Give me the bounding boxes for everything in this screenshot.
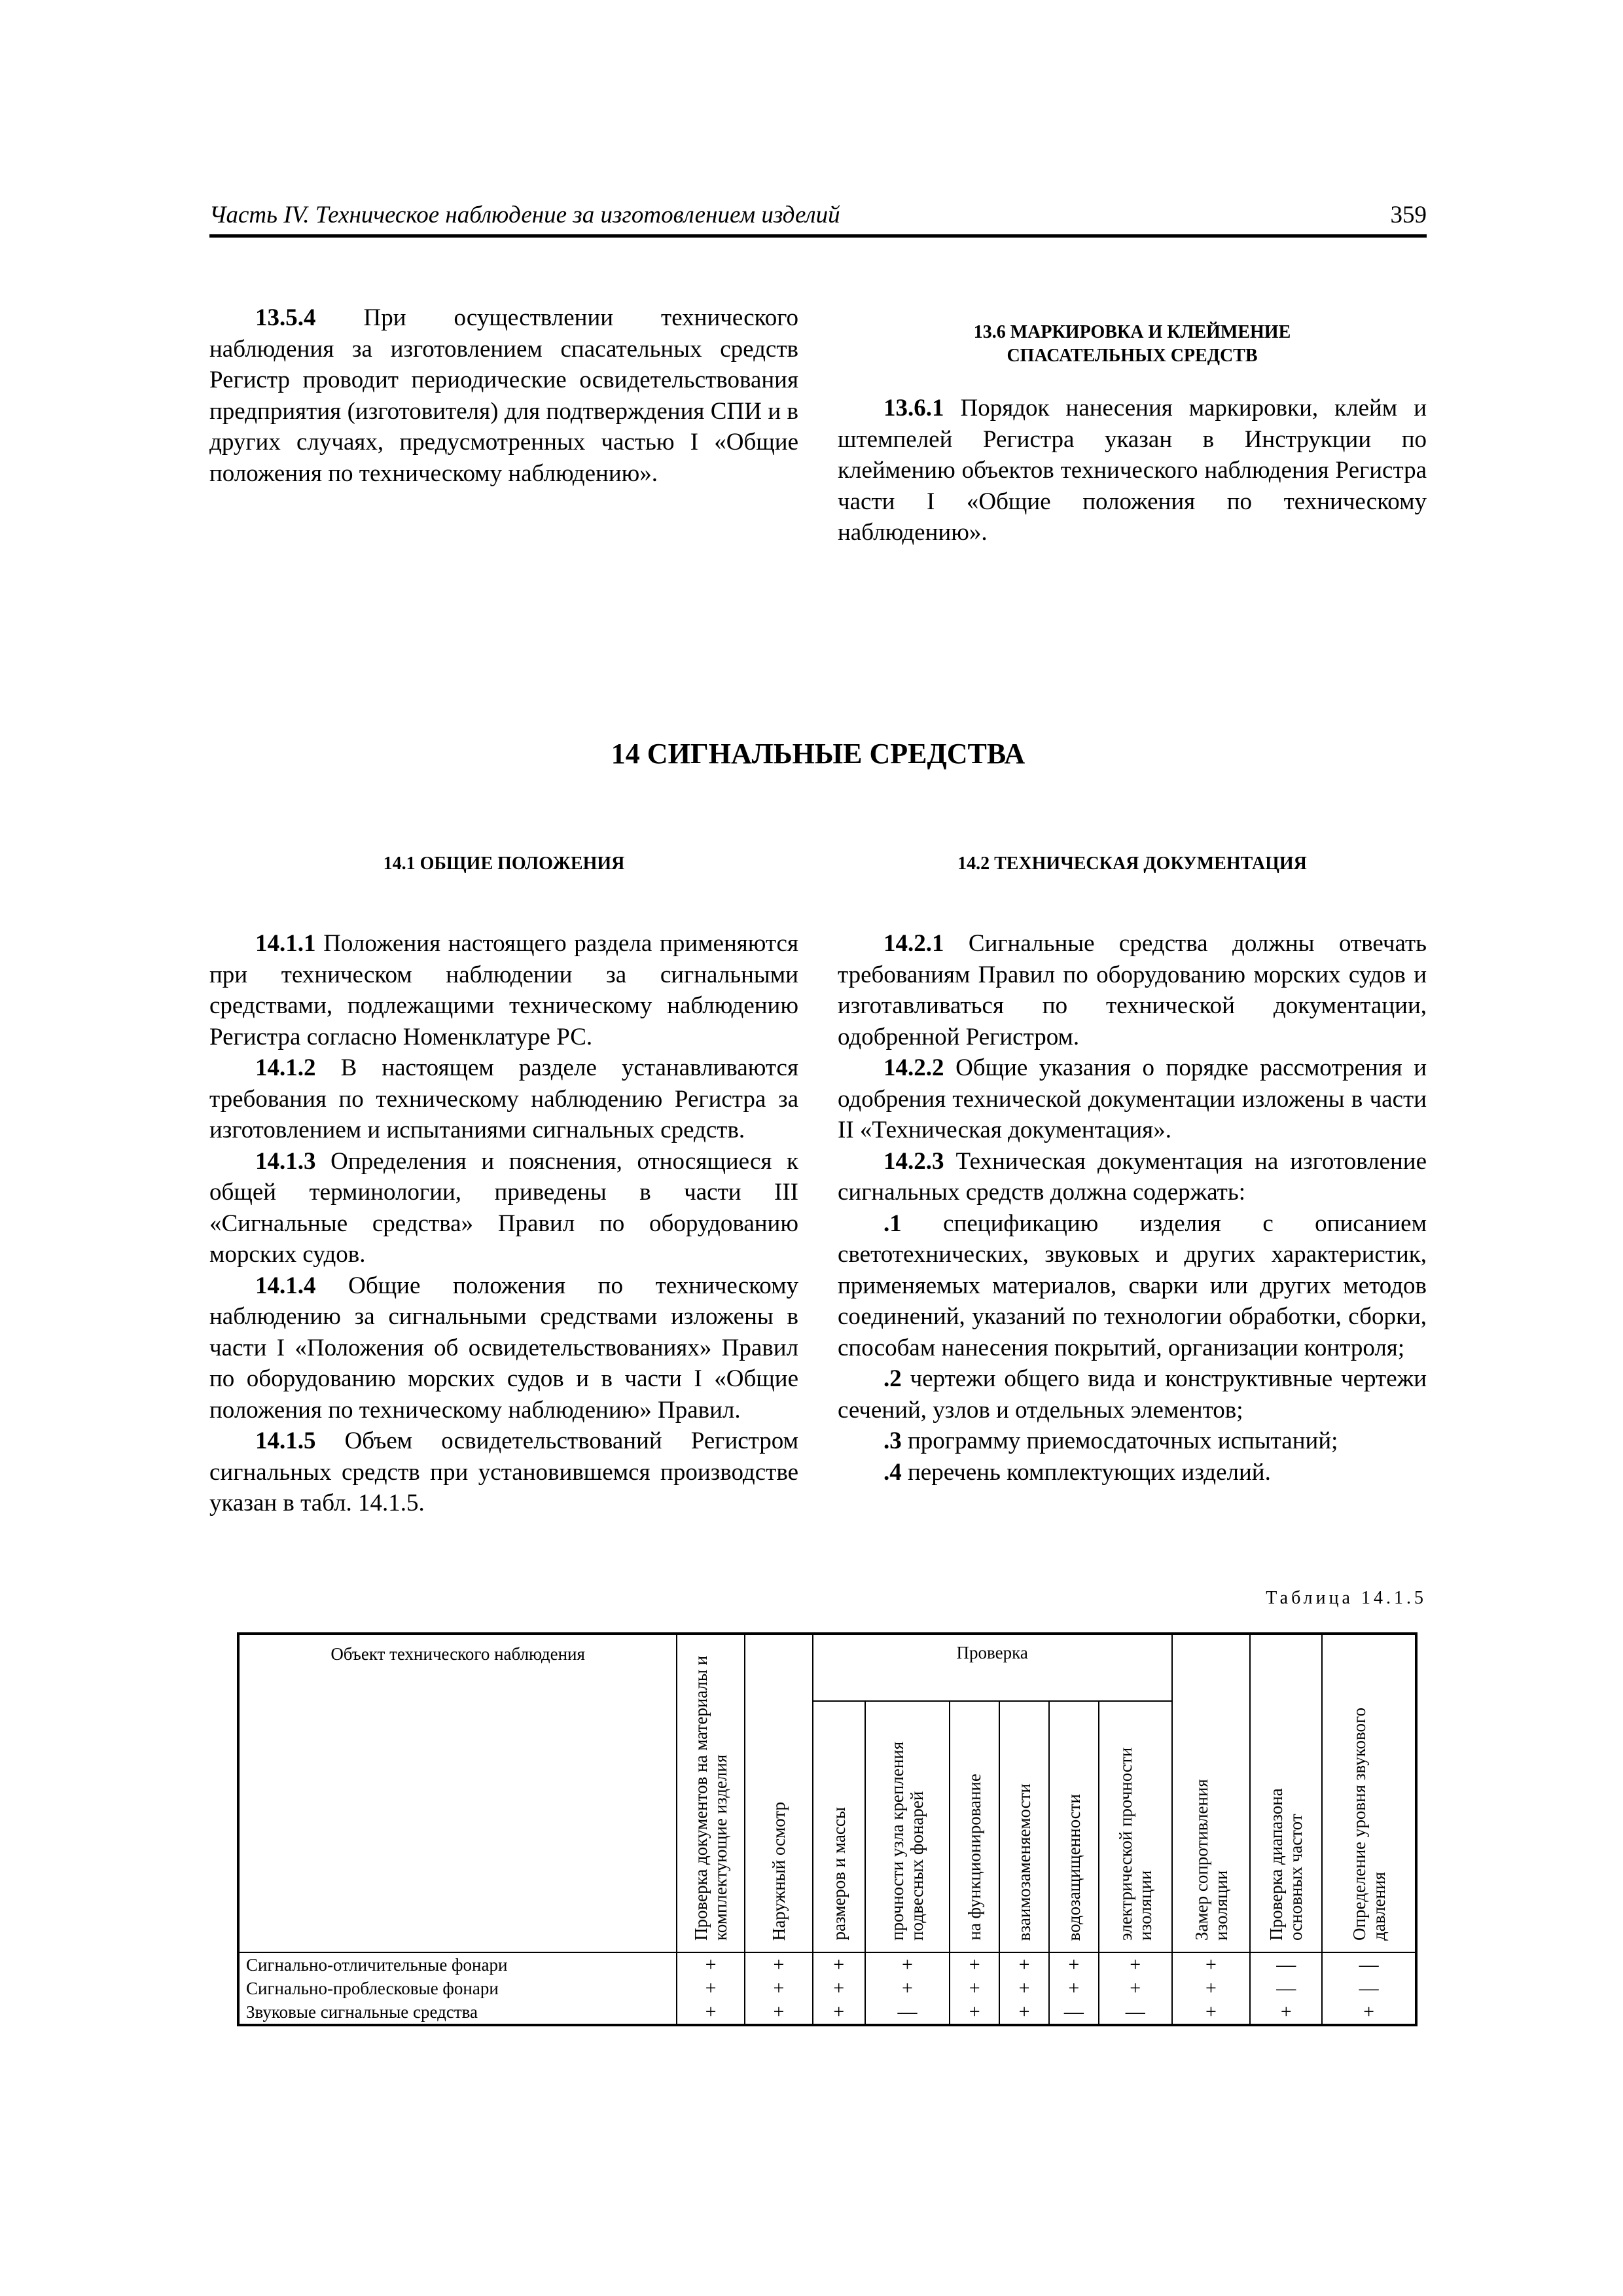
table-cell: + (813, 2000, 865, 2025)
header-docs: Проверка документов на материалы и комплектующие изделия (677, 1634, 745, 1952)
table-cell: + (677, 2000, 745, 2025)
left-column (209, 928, 798, 1519)
para-number: 14.2.2 (883, 1054, 944, 1081)
para-text: Объем освидетельствований Регистром сигнальных средств при установившемся производстве указан в табл. 14.1.5. (209, 1427, 798, 1516)
paragraph-14-2-3 (838, 1146, 1427, 1208)
table-row (238, 1977, 1416, 2000)
header-resistance: Замер сопротивления изоляции (1172, 1634, 1251, 1952)
subhead-line-1: 13.6 МАРКИРОВКА И КЛЕЙМЕНИЕ (973, 322, 1291, 342)
para-text: Общие положения по техническому наблюдению за сигнальными средствами изложены в части I «Положения об освидетельствованиях» Правил по оборудованию морских судов и в части I «Общие положения по техническому наблюдению» Правил. (209, 1272, 798, 1424)
table-cell: — (1049, 2000, 1099, 2025)
table-cell: + (865, 1952, 950, 1977)
table-cell: + (950, 1952, 999, 1977)
paragraph-14-1-4 (209, 1270, 798, 1426)
paragraph-14-1-5 (209, 1426, 798, 1519)
paragraph-13-5-4 (209, 302, 798, 489)
table-cell: + (745, 1977, 813, 2000)
table-cell: + (745, 2000, 813, 2025)
list-item-3 (838, 1426, 1427, 1457)
row-name: Звуковые сигнальные средства (238, 2000, 677, 2025)
chapter-title: 14 СИГНАЛЬНЫЕ СРЕДСТВА (611, 738, 1026, 770)
item-number: .2 (883, 1365, 902, 1392)
table-cell: + (1099, 1977, 1172, 2000)
table-caption: Таблица 14.1.5 (1266, 1588, 1427, 1608)
table-cell: + (999, 2000, 1049, 2025)
header-object: Объект технического наблюдения (238, 1634, 677, 1952)
table-cell: + (950, 1977, 999, 2000)
table-cell: — (865, 2000, 950, 2025)
item-text: чертежи общего вида и конструктивные чертежи сечений, узлов и отдельных элементов; (838, 1365, 1427, 1424)
para-number: 13.6.1 (883, 395, 944, 422)
header-sound: Определение уровня звукового давления (1322, 1634, 1416, 1952)
table-cell: + (865, 1977, 950, 2000)
header-sub-3: взаимозаменяемости (999, 1701, 1049, 1952)
table-cell: + (950, 2000, 999, 2025)
item-number: .1 (883, 1210, 902, 1237)
header-sub-1: прочности узла крепления подвесных фонарей (865, 1701, 950, 1952)
para-number: 14.1.2 (255, 1054, 316, 1081)
table-cell: + (999, 1977, 1049, 2000)
table-cell: — (1322, 1977, 1416, 2000)
para-number: 14.1.1 (255, 930, 316, 957)
para-text: Сигнальные средства должны отвечать требованиям Правил по оборудованию морских судов и изготавливаться по технической документации, одобренной Регистром. (838, 930, 1427, 1050)
table-row (238, 2000, 1416, 2025)
para-number: 14.2.1 (883, 930, 944, 957)
para-number: 14.1.3 (255, 1147, 316, 1175)
header-title: Часть IV. Техническое наблюдение за изготовлением изделий (209, 202, 840, 228)
right-column (838, 928, 1427, 1488)
left-top-column (209, 302, 798, 489)
para-text: Положения настоящего раздела применяются при техническом наблюдении за сигнальными средствами, подлежащими техническому наблюдению Регистра согласно Номенклатуре РС. (209, 930, 798, 1050)
table-cell: + (1049, 1977, 1099, 2000)
header-check-group: Проверка (813, 1634, 1172, 1701)
inspection-scope-table (237, 1632, 1418, 2026)
para-number: 14.1.4 (255, 1272, 316, 1299)
paragraph-14-2-2 (838, 1052, 1427, 1146)
right-top-column (838, 393, 1427, 548)
list-item-2 (838, 1363, 1427, 1426)
row-name: Сигнально-отличительные фонари (238, 1952, 677, 1977)
table-cell: — (1250, 1977, 1322, 2000)
table-cell: + (813, 1952, 865, 1977)
header-sub-0: размеров и массы (813, 1701, 865, 1952)
paragraph-14-2-1 (838, 928, 1427, 1052)
para-number: 13.5.4 (255, 304, 316, 331)
header-sub-2: на функционирование (950, 1701, 999, 1952)
item-text: программу приемосдаточных испытаний; (901, 1427, 1338, 1454)
table-row (238, 1952, 1416, 1977)
header-sub-4: водозащищенности (1049, 1701, 1099, 1952)
table-cell: + (1322, 2000, 1416, 2025)
para-text: Техническая документация на изготовление сигнальных средств должна содержать: (838, 1147, 1427, 1206)
table-cell: — (1099, 2000, 1172, 2025)
subhead-14-1: 14.1 ОБЩИЕ ПОЛОЖЕНИЯ (383, 853, 625, 874)
table-cell: + (813, 1977, 865, 2000)
item-text: спецификацию изделия с описанием светотехнических, звуковых и других характеристик, применяемых материалов, сварки или других методов соединений, указаний по технологии обработки, сборки, способам нанесения покрытий, организации контроля; (838, 1210, 1427, 1361)
list-item-4 (838, 1457, 1427, 1488)
list-item-1 (838, 1208, 1427, 1364)
table-cell: + (999, 1952, 1049, 1977)
table-cell: + (1172, 2000, 1251, 2025)
para-text: В настоящем разделе устанавливаются требования по техническому наблюдению Регистра за изготовлением и испытаниями сигнальных средств. (209, 1054, 798, 1143)
table-cell: + (677, 1952, 745, 1977)
paragraph-14-1-1 (209, 928, 798, 1052)
paragraph-14-1-3 (209, 1146, 798, 1270)
para-text: Порядок нанесения маркировки, клейм и штемпелей Регистра указан в Инструкции по клеймению объектов технического наблюдения Регистра части I «Общие положения по техническому наблюдению». (838, 395, 1427, 546)
para-text: При осуществлении технического наблюдения за изготовлением спасательных средств Регистр проводит периодические освидетельствования предприятия (изготовителя) для подтверждения СПИ и в других случаях, предусмотренных частью I «Общие положения по техническому наблюдению». (209, 304, 798, 487)
paragraph-13-6-1 (838, 393, 1427, 548)
table-cell: + (677, 1977, 745, 2000)
subhead-13-6 (838, 321, 1427, 368)
item-text: перечень комплектующих изделий. (901, 1458, 1271, 1486)
running-header (209, 195, 1427, 238)
table-cell: + (1049, 1952, 1099, 1977)
table-cell: + (1250, 2000, 1322, 2025)
header-frequency: Проверка диапазона основных частот (1250, 1634, 1322, 1952)
table-cell: + (1099, 1952, 1172, 1977)
para-number: 14.1.5 (255, 1427, 316, 1454)
item-number: .4 (883, 1458, 902, 1486)
row-name: Сигнально-проблесковые фонари (238, 1977, 677, 2000)
para-text: Определения и пояснения, относящиеся к общей терминологии, приведены в части III «Сигнальные средства» Правил по оборудованию морских судов. (209, 1147, 798, 1268)
table-cell: + (1172, 1952, 1251, 1977)
header-sub-5: электрической прочности изоляции (1099, 1701, 1172, 1952)
subhead-14-2: 14.2 ТЕХНИЧЕСКАЯ ДОКУМЕНТАЦИЯ (957, 853, 1307, 874)
table-cell: + (1172, 1977, 1251, 2000)
header-visual: Наружный осмотр (745, 1634, 813, 1952)
table-cell: — (1322, 1952, 1416, 1977)
para-text: Общие указания о порядке рассмотрения и одобрения технической документации изложены в части II «Техническая документация». (838, 1054, 1427, 1143)
paragraph-14-1-2 (209, 1052, 798, 1146)
page-number: 359 (1390, 202, 1427, 228)
item-number: .3 (883, 1427, 902, 1454)
subhead-line-2: СПАСАТЕЛЬНЫХ СРЕДСТВ (1007, 346, 1258, 366)
table-cell: — (1250, 1952, 1322, 1977)
para-number: 14.2.3 (883, 1147, 944, 1175)
table-cell: + (745, 1952, 813, 1977)
